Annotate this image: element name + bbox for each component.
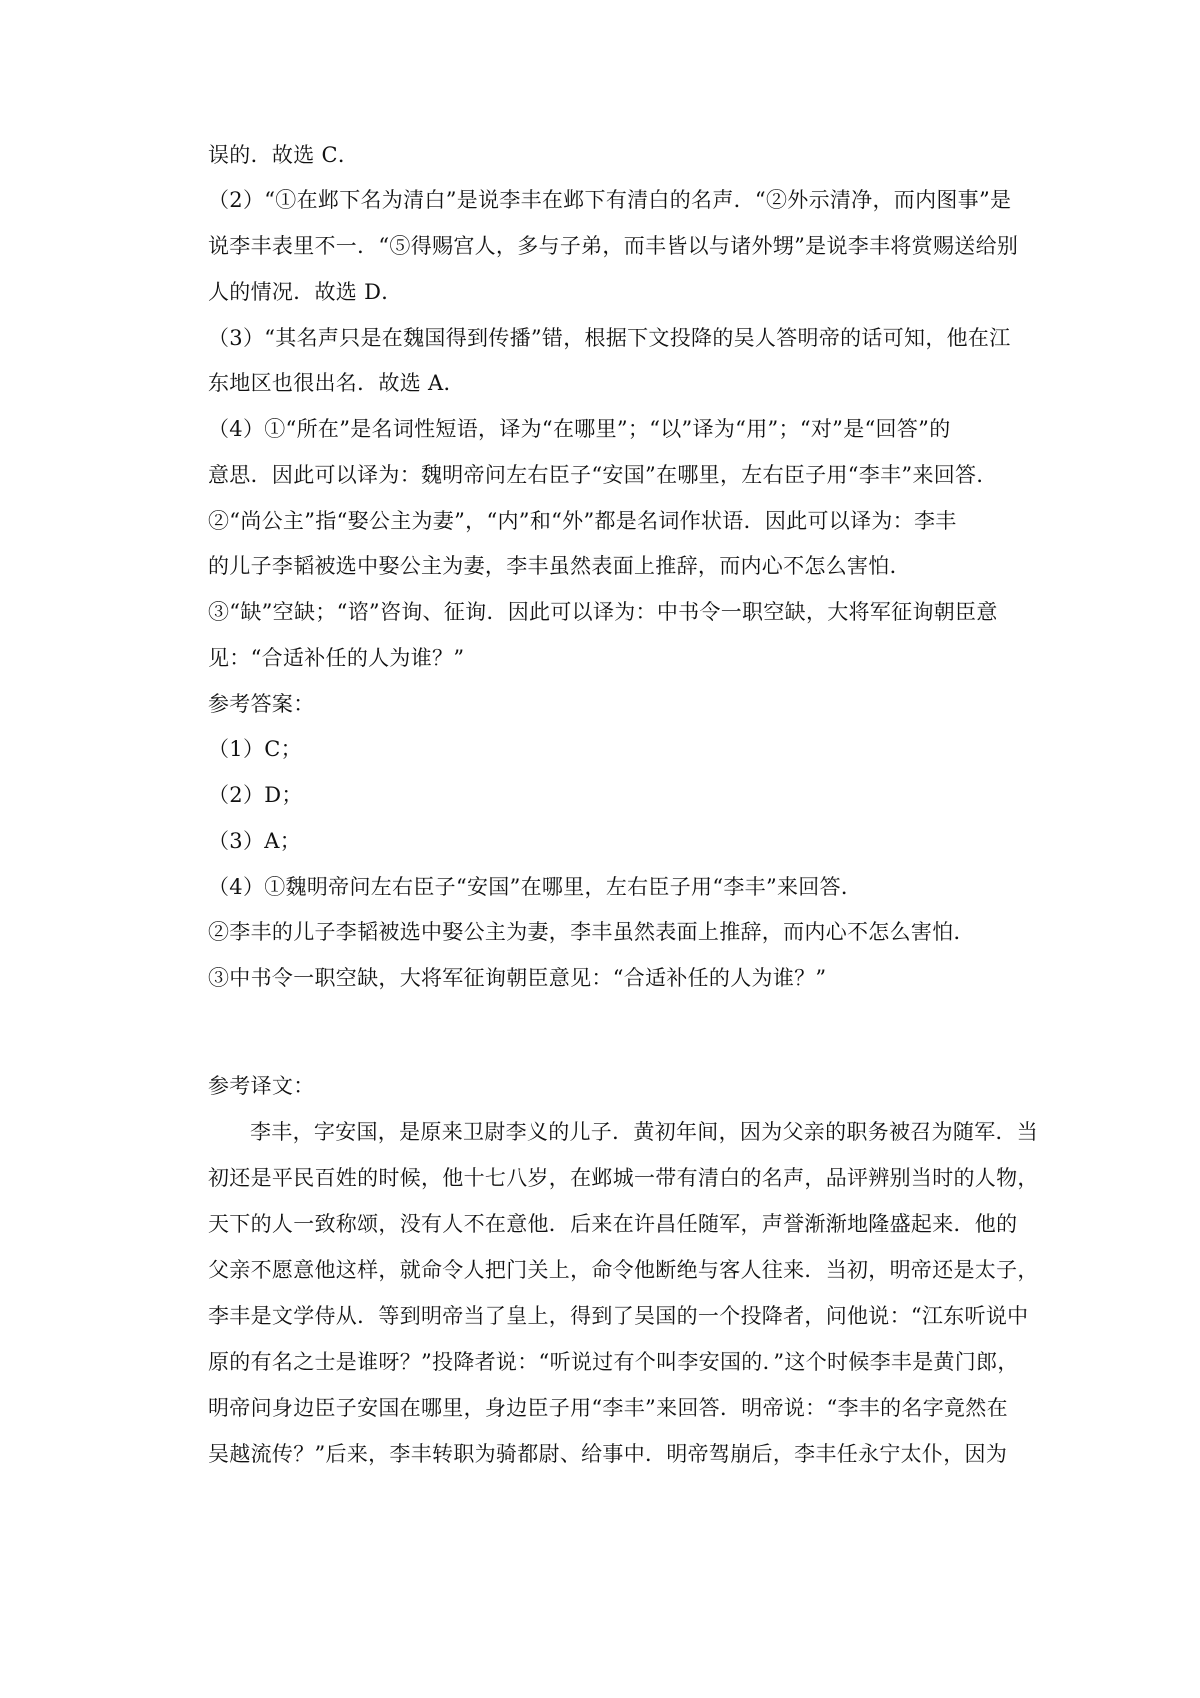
text-line: ②“尚公主”指“娶公主为妻”，“内”和“外”都是名词作状语．因此可以译为：李丰 [208,509,957,533]
section-heading: 参考译文： [208,1074,315,1098]
text-line: 原的有名之士是谁呀？”投降者说：“听说过有个叫李安国的．”这个时候李丰是黄门郎， [208,1350,1019,1374]
answer-line: （1）C； [208,737,302,761]
text-line: （3）“其名声只是在魏国得到传播”错，根据下文投降的吴人答明帝的话可知，他在江 [208,326,1011,350]
text-line: 误的．故选 C． [208,143,360,167]
text-line: 见：“合适补任的人为谁？” [208,646,465,670]
text-line: ③“缺”空缺；“谘”咨询、征询．因此可以译为：中书令一职空缺，大将军征询朝臣意 [208,600,998,624]
answer-line: （3）A； [208,829,302,853]
text-line: （2）“①在邺下名为清白”是说李丰在邺下有清白的名声．“②外示清净，而内图事”是 [208,188,1012,212]
answer-line: ③中书令一职空缺，大将军征询朝臣意见：“合适补任的人为谁？” [208,966,827,990]
text-line: （4）①“所在”是名词性短语，译为“在哪里”；“以”译为“用”；“对”是“回答”的 [208,417,951,441]
text-line: 李丰是文学侍从．等到明帝当了皇上，得到了吴国的一个投降者，问他说：“江东听说中 [208,1304,1029,1328]
text-line: 天下的人一致称颂，没有人不在意他．后来在许昌任随军，声誉渐渐地隆盛起来．他的 [208,1212,1018,1236]
text-line: 的儿子李韬被选中娶公主为妻，李丰虽然表面上推辞，而内心不怎么害怕． [208,554,911,578]
answer-line: （4）①魏明帝问左右臣子“安国”在哪里，左右臣子用“李丰”来回答． [208,875,863,899]
answer-line: ②李丰的儿子李韬被选中娶公主为妻，李丰虽然表面上推辞，而内心不怎么害怕． [208,920,975,944]
text-line: 东地区也很出名．故选 A． [208,371,465,395]
text-line: 明帝问身边臣子安国在哪里，身边臣子用“李丰”来回答．明帝说：“李丰的名字竟然在 [208,1396,1008,1420]
text-line: 说李丰表里不一．“⑤得赐宫人，多与子弟，而丰皆以与诸外甥”是说李丰将赏赐送给别 [208,234,1019,258]
text-line: 父亲不愿意他这样，就命令人把门关上，命令他断绝与客人往来．当初，明帝还是太子， [208,1258,1039,1282]
section-heading: 参考答案： [208,692,315,716]
text-line: 人的情况．故选 D． [208,280,403,304]
text-line: 初还是平民百姓的时候，他十七八岁，在邺城一带有清白的名声，品评辨别当时的人物， [208,1166,1039,1190]
answer-line: （2）D； [208,783,303,807]
text-line: 意思．因此可以译为：魏明帝问左右臣子“安国”在哪里，左右臣子用“李丰”来回答． [208,463,998,487]
text-line: 吴越流传？”后来，李丰转职为骑都尉、给事中．明帝驾崩后，李丰任永宁太仆，因为 [208,1442,1008,1466]
text-line: 李丰，字安国，是原来卫尉李义的儿子．黄初年间，因为父亲的职务被召为随军．当 [250,1120,1039,1144]
